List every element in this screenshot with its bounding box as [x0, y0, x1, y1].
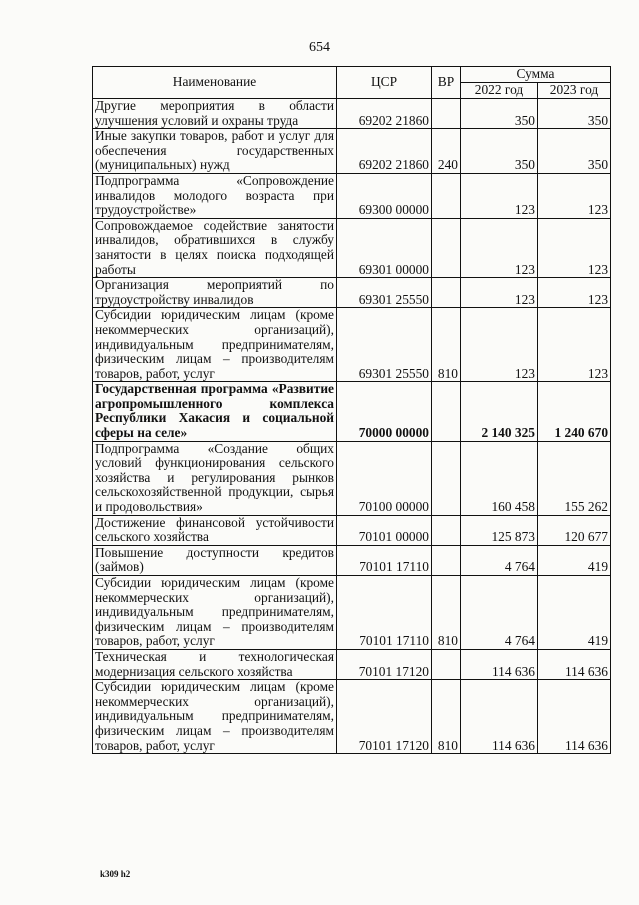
row-sum-2022-cell: 4 764 — [461, 545, 538, 575]
row-sum-2023-cell: 155 262 — [538, 441, 611, 515]
row-vr-cell: 810 — [432, 308, 461, 382]
row-sum-2022-cell: 123 — [461, 218, 538, 277]
row-name-cell: Государственная программа «Развитие агропромышленного комплекса Республики Хакасия и социальной сферы на селе» — [93, 382, 337, 441]
row-csr-cell: 69301 00000 — [337, 218, 432, 277]
row-vr-cell: 240 — [432, 129, 461, 174]
row-name-cell: Организация мероприятий по трудоустройству инвалидов — [93, 278, 337, 308]
row-sum-2023-cell: 114 636 — [538, 680, 611, 754]
row-vr-cell — [432, 649, 461, 679]
header-year-2023: 2023 год — [538, 83, 611, 99]
row-csr-cell: 70101 17110 — [337, 576, 432, 650]
row-sum-2022-cell: 350 — [461, 99, 538, 129]
table-row — [93, 129, 611, 174]
row-vr-cell — [432, 218, 461, 277]
page-number: 654 — [309, 40, 330, 55]
table-row — [93, 515, 611, 545]
row-vr-cell — [432, 441, 461, 515]
row-sum-2023-cell: 123 — [538, 278, 611, 308]
table-row — [93, 173, 611, 218]
row-sum-2022-cell: 123 — [461, 278, 538, 308]
row-vr-cell — [432, 99, 461, 129]
row-sum-2022-cell: 114 636 — [461, 680, 538, 754]
row-name-cell: Субсидии юридическим лицам (кроме некоммерческих организаций), индивидуальным предпринимателям, физическим лицам – производителям товаров, работ, услуг — [93, 680, 337, 754]
row-csr-cell: 69202 21860 — [337, 129, 432, 174]
row-sum-2023-cell: 350 — [538, 99, 611, 129]
row-sum-2023-cell: 123 — [538, 218, 611, 277]
header-name: Наименование — [93, 67, 337, 99]
row-vr-cell — [432, 382, 461, 441]
row-csr-cell: 70100 00000 — [337, 441, 432, 515]
table-row — [93, 441, 611, 515]
header-vr: ВР — [432, 67, 461, 99]
row-sum-2022-cell: 123 — [461, 173, 538, 218]
row-sum-2023-cell: 1 240 670 — [538, 382, 611, 441]
row-vr-cell — [432, 515, 461, 545]
row-csr-cell: 69202 21860 — [337, 99, 432, 129]
row-sum-2022-cell: 114 636 — [461, 649, 538, 679]
table-row — [93, 278, 611, 308]
row-sum-2023-cell: 123 — [538, 308, 611, 382]
header-year-2022: 2022 год — [461, 83, 538, 99]
budget-table — [92, 66, 611, 754]
row-csr-cell: 69300 00000 — [337, 173, 432, 218]
row-name-cell: Достижение финансовой устойчивости сельского хозяйства — [93, 515, 337, 545]
row-name-cell: Другие мероприятия в области улучшения условий и охраны труда — [93, 99, 337, 129]
row-sum-2023-cell: 123 — [538, 173, 611, 218]
row-csr-cell: 70101 00000 — [337, 515, 432, 545]
row-sum-2022-cell: 125 873 — [461, 515, 538, 545]
row-csr-cell: 69301 25550 — [337, 278, 432, 308]
row-csr-cell: 70101 17120 — [337, 649, 432, 679]
row-name-cell: Техническая и технологическая модернизация сельского хозяйства — [93, 649, 337, 679]
row-name-cell: Повышение доступности кредитов (займов) — [93, 545, 337, 575]
table-row — [93, 99, 611, 129]
row-name-cell: Иные закупки товаров, работ и услуг для обеспечения государственных (муниципальных) нужд — [93, 129, 337, 174]
row-name-cell: Субсидии юридическим лицам (кроме некоммерческих организаций), индивидуальным предпринимателям, физическим лицам – производителям товаров, работ, услуг — [93, 308, 337, 382]
footer-code: k309 h2 — [100, 869, 131, 879]
row-sum-2022-cell: 2 140 325 — [461, 382, 538, 441]
table-row — [93, 545, 611, 575]
row-name-cell: Сопровождаемое содействие занятости инвалидов, обратившихся в службу занятости в целях поиска подходящей работы — [93, 218, 337, 277]
row-sum-2022-cell: 123 — [461, 308, 538, 382]
row-vr-cell: 810 — [432, 680, 461, 754]
header-sum: Сумма — [461, 67, 611, 83]
row-sum-2022-cell: 160 458 — [461, 441, 538, 515]
table-row — [93, 680, 611, 754]
row-name-cell: Подпрограмма «Сопровождение инвалидов молодого возраста при трудоустройстве» — [93, 173, 337, 218]
row-csr-cell: 70101 17120 — [337, 680, 432, 754]
table-row — [93, 308, 611, 382]
row-sum-2023-cell: 114 636 — [538, 649, 611, 679]
header-csr: ЦСР — [337, 67, 432, 99]
table-row — [93, 382, 611, 441]
row-csr-cell: 69301 25550 — [337, 308, 432, 382]
row-name-cell: Субсидии юридическим лицам (кроме некоммерческих организаций), индивидуальным предпринимателям, физическим лицам – производителям товаров, работ, услуг — [93, 576, 337, 650]
row-csr-cell: 70101 17110 — [337, 545, 432, 575]
row-sum-2023-cell: 419 — [538, 545, 611, 575]
row-vr-cell: 810 — [432, 576, 461, 650]
table-row — [93, 576, 611, 650]
row-name-cell: Подпрограмма «Создание общих условий функционирования сельского хозяйства и регулирования рынков сельскохозяйственной продукции, сырья и продовольствия» — [93, 441, 337, 515]
row-sum-2023-cell: 350 — [538, 129, 611, 174]
table-row — [93, 649, 611, 679]
row-vr-cell — [432, 173, 461, 218]
row-vr-cell — [432, 545, 461, 575]
row-sum-2022-cell: 350 — [461, 129, 538, 174]
row-sum-2023-cell: 419 — [538, 576, 611, 650]
row-vr-cell — [432, 278, 461, 308]
table-row — [93, 218, 611, 277]
row-sum-2023-cell: 120 677 — [538, 515, 611, 545]
row-csr-cell: 70000 00000 — [337, 382, 432, 441]
row-sum-2022-cell: 4 764 — [461, 576, 538, 650]
